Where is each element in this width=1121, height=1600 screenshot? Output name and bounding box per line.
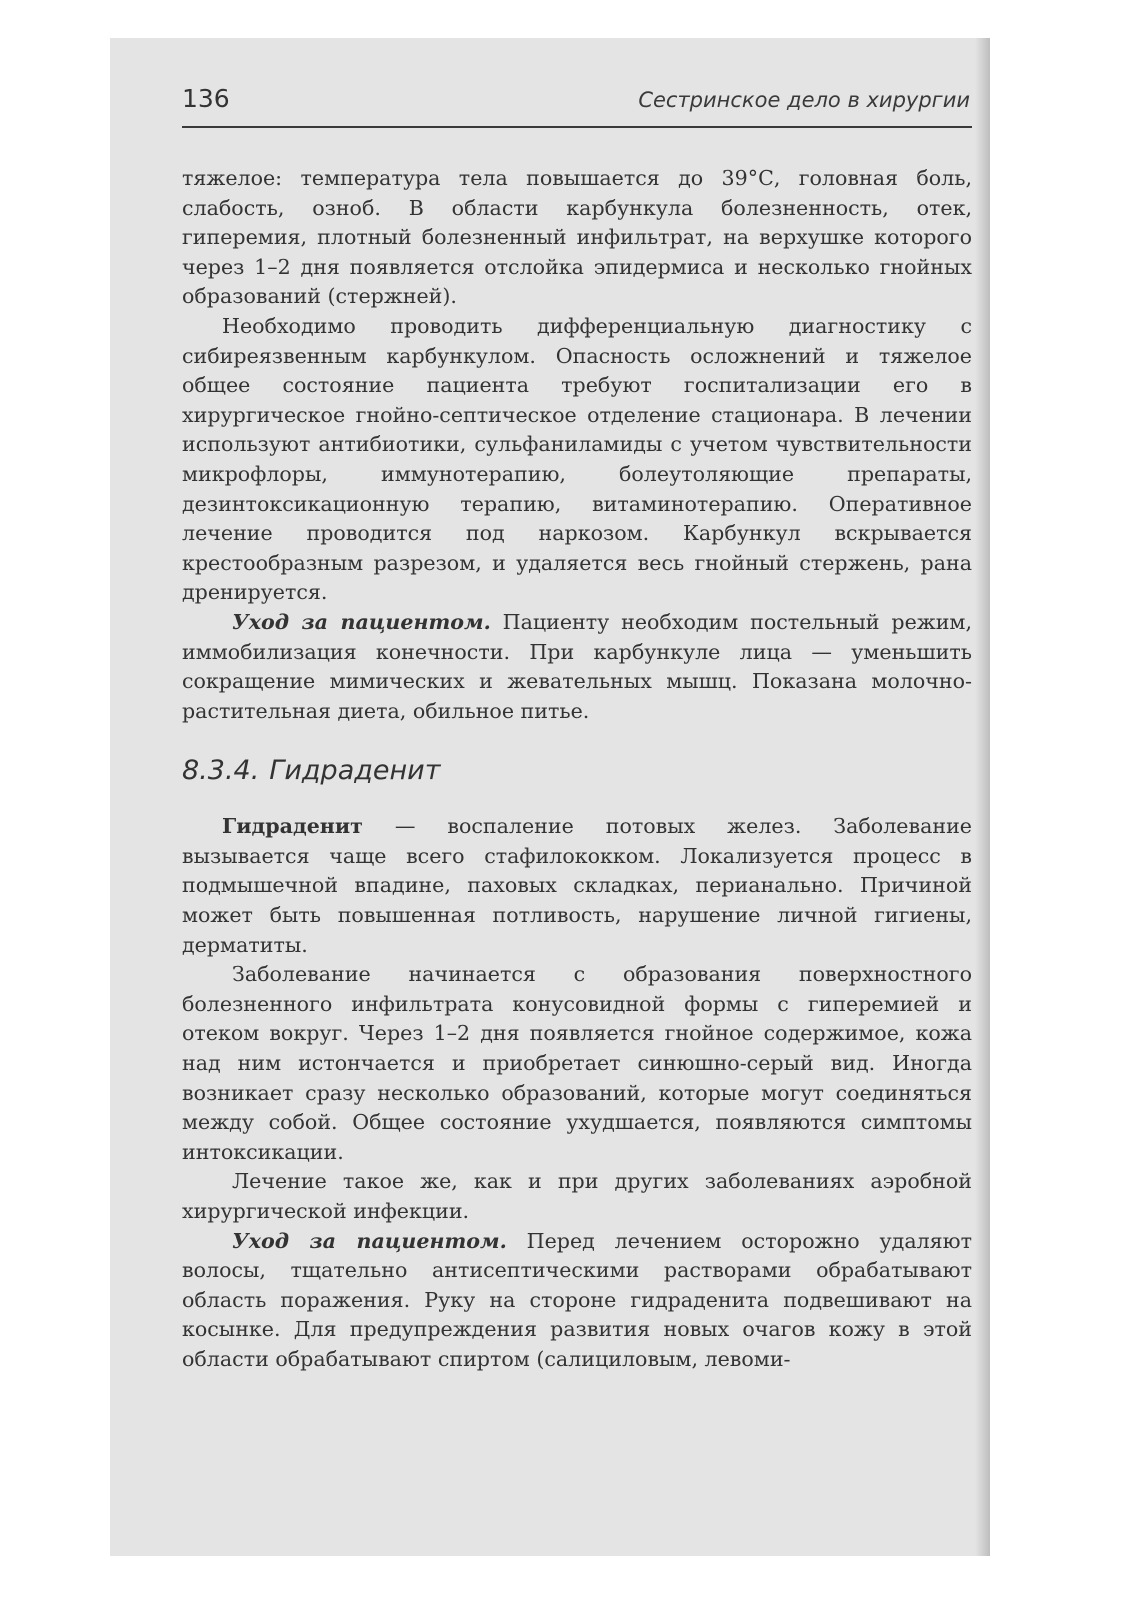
defined-term: Гидраденит [222, 814, 363, 839]
page-number: 136 [182, 84, 230, 113]
book-page [182, 80, 972, 1375]
paragraph-differential-diagnosis: Необходимо проводить дифференциальную диагностику с сибиреязвенным карбункулом. Опасность осложнений и тяжелое общее состояние пациента требуют госпитализации его в хирургическое гнойно-септическое отделение стационара. В лечении используют антибиотики, сульфаниламиды с учетом чувствительности микрофлоры, иммунотерапию, болеутоляющие препараты, дезинтоксикационную терапию, витаминотерапию. Оперативное лечение проводится под наркозом. Карбункул вскрывается крестообразным разрезом, и удаляется весь гнойный стержень, рана дренируется. [182, 313, 972, 605]
section-heading [182, 754, 972, 788]
body-text [182, 164, 972, 1375]
paragraph-continuation: тяжелое: температура тела повышается до 39°С, головная боль, слабость, озноб. В области карбункула болезненность, отек, гиперемия, плотный болезненный инфильтрат, на верхушке которого через 1–2 дня появляется отслойка эпидермиса и несколько гнойных образований (стержней). [182, 166, 972, 309]
paragraph-treatment: Лечение такое же, как и при других заболеваниях аэробной хирургической инфекции. [182, 1169, 972, 1223]
book-title: Сестринское дело в хирургии [638, 88, 970, 112]
paragraph-patient-care-carbuncle: Уход за пациентом. Пациенту необходим постельный режим, иммобилизация конечности. При карбункуле лица — уменьшить сокращение мимических и жевательных мышц. Показана молочно-растительная диета, обильное питье. [182, 609, 972, 723]
runin-heading: Уход за пациентом. [232, 1228, 507, 1253]
page-binding-shadow [975, 38, 990, 1556]
runin-heading: Уход за пациентом. [232, 609, 491, 634]
paragraph-disease-course: Заболевание начинается с образования поверхностного болезненного инфильтрата конусовидной формы с гиперемией и отеком вокруг. Через 1–2 дня появляется гнойное содержимое, кожа над ним истончается и приобретает синюшно-серый вид. Иногда возникает сразу несколько образований, которые могут соединяться между собой. Общее состояние ухудшается, появляются симптомы интоксикации. [182, 962, 972, 1164]
section-number: 8.3.4. [182, 755, 260, 787]
paragraph-patient-care-hidradenitis: Уход за пациентом. Перед лечением осторожно удаляют волосы, тщательно антисептическими растворами обрабатывают область поражения. Руку на стороне гидраденита подвешивают на косынке. Для предупреждения развития новых очагов кожу в этой области обрабатывают спиртом (салициловым, левоми- [182, 1228, 972, 1371]
section-title: Гидраденит [269, 755, 441, 787]
paragraph-hidradenitis-definition: Гидраденит — воспаление потовых желез. Заболевание вызывается чаще всего стафилококком. Локализуется процесс в подмышечной впадине, паховых складках, перианально. Причиной может быть повышенная потливость, нарушение личной гигиены, дерматиты. [182, 814, 972, 957]
running-header [182, 80, 972, 128]
